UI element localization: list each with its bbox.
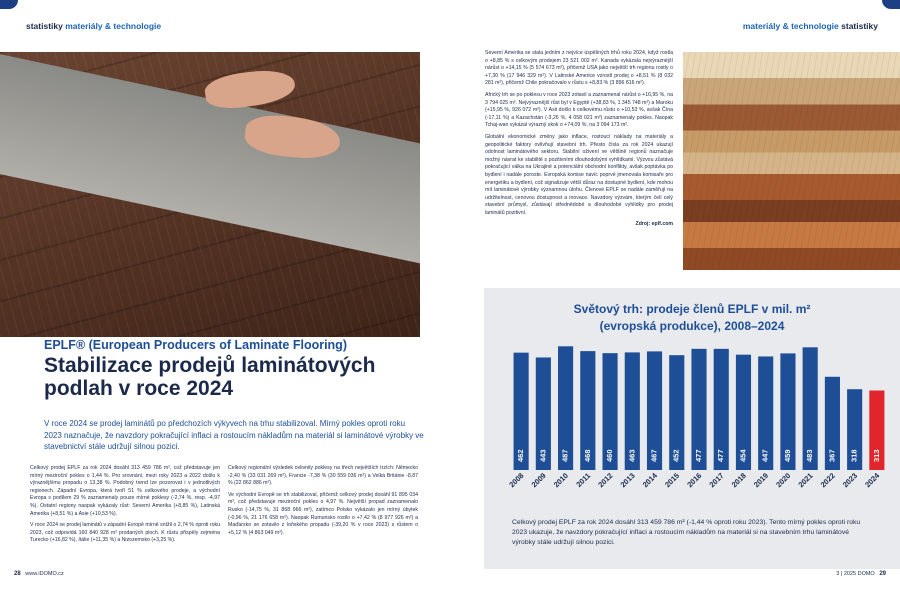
x-tick-label: 2015 (663, 471, 682, 490)
x-tick-label: 2012 (596, 471, 615, 490)
article-lead: V roce 2024 se prodej laminátů po předchozích výkyvech na trhu stabilizoval. Mírný pokles oproti roku 2023 naznačuje, že navzdory pokračující inflaci a rostoucím nákladům na materiál si laminátové výrobky ve stavebnictví stále udržují silnou pozici. (44, 419, 424, 451)
corner-tab-right (882, 0, 900, 9)
section-label: statistiky (841, 21, 878, 31)
paragraph: Africký trh se po poklesu v roce 2023 zotavil a zaznamenal nárůst o +16,95 %, na 3 794 025 m². Nejvýraznější růst byl v Egyptě (+38,83 %, 1 345 748 m²) a Maroku (+15,95 %, 926 072 m²). V Asii došlo k celkovému růstu o +10,53 %, avšak Čína (-17,11 %) a Kazachstán (-3,26 %, 4 058 021 m²) zaznamenaly pokles. Naopak Tchaj-wan vykázal výrazný skok o +74,09 %, na 3 094 173 m². (485, 91, 673, 129)
bar-value-label: 459 (782, 449, 792, 462)
page-number: 28 (14, 571, 21, 577)
hand-shape (203, 66, 297, 112)
article-kicker: EPLF® (European Producers of Laminate Flooring) (44, 338, 347, 352)
bar-value-label: 367 (827, 449, 837, 462)
section-sublabel: materiály & technologie (65, 21, 162, 31)
section-header-left (26, 21, 161, 31)
paragraph: V roce 2024 se prodej laminátů v západní Evropě mírně snížil o 2,74 % oproti roku 2023, což odpovídá 160 840 928 m² prodaných ploch. K růstu přispěly zejména Turecko (+16,82 %), Itálie (+11,35 %) a Nizozemsko (+3,25 %). (30, 522, 220, 544)
x-tick-label: 2018 (729, 471, 748, 490)
footer-url[interactable]: www.iDOMO.cz (25, 571, 64, 577)
bar-value-label: 483 (805, 449, 815, 462)
bar-chart (484, 288, 900, 518)
bar-value-label: 477 (693, 449, 703, 462)
x-tick-label: 2023 (840, 471, 860, 490)
paragraph: Ve východní Evropě se trh stabilizoval, přičemž celkový prodej dosáhl 91 895 034 m², což představuje meziroční pokles o 4,97 %. Největší propad zaznamenalo Rusko (-14,75 %, 31 868 966 m²), zatímco Polsko vykázalo jen mírný úbytek (-0,96 %, 21 176 658 m²). Naopak Rumunsko rostlo o +7,42 % (8 977 926 m²) a Maďarsko se zotavilo z loňského propadu (-39,20 % v roce 2023) s růstem o +5,12 % (4 863 049 m²). (228, 491, 418, 536)
x-tick-label: 2017 (707, 471, 726, 490)
text-column-2 (228, 465, 418, 541)
section-sublabel: materiály & technologie (742, 21, 839, 31)
x-tick-label: 2024 (863, 471, 882, 490)
x-tick-label: 2014 (640, 471, 659, 490)
article-title: Stabilizace prodejů laminátových podlah v roce 2024 (44, 354, 376, 400)
bar-value-label: 313 (871, 449, 881, 462)
x-tick-label: 2020 (774, 471, 793, 490)
source-credit: Zdroj: eplf.com (635, 221, 673, 228)
section-label: statistiky (26, 21, 63, 31)
x-tick-label: 2009 (529, 471, 548, 490)
x-tick-label: 2011 (574, 471, 593, 489)
bar-value-label: 468 (582, 449, 592, 462)
x-tick-label: 2008 (507, 471, 526, 490)
x-tick-label: 2010 (551, 471, 571, 490)
paragraph: Severní Amerika se stala jedním z nejvíce úspěšných trhů roku 2024, když rostla o +8,85 % s celkovým prodejem 23 521 002 m². Kanada vykázala nejvýraznější nárůst o +14,15 % (5 574 673 m²), přičemž USA jako největší trh regionu rostly o +7,30 % (17 946 329 m²). V Latinské Americe vzrostl prodej o +8,51 % (8 032 281 m²), přičemž Chile pokračovalo v růstu s +8,83 % (3 896 816 m²). (485, 50, 673, 87)
laminate-samples-photo (683, 52, 900, 270)
bar-value-label: 477 (716, 449, 726, 462)
chart-title-line2: (evropská produkce), 2008–2024 (599, 319, 785, 333)
chart-caption: Celkový prodej EPLF za rok 2024 dosáhl 313 459 786 m² (-1,44 % oproti roku 2023). Tento mírný pokles oproti roku 2023 ukazuje, že navzdory pokračující inflaci a rostoucím nákladům na materiál si na stavebním trhu laminátové výrobky stále udržují silnou pozici. (512, 519, 861, 546)
bar-value-label: 487 (560, 449, 570, 462)
bar-value-label: 463 (627, 449, 637, 462)
paragraph: Celkový regionální výsledek ovlivnily poklesy na třech největších trzích: Německo -2,40 % (33 031 269 m²), Francie -7,38 % (30 559 036 m²) a Velká Británie -8,87 % (22 862 886 m²). (228, 465, 418, 487)
bar-value-label: 460 (605, 449, 615, 462)
bar-value-label: 318 (849, 449, 859, 462)
x-tick-label: 2021 (796, 471, 815, 490)
text-column-3 (485, 50, 673, 233)
bar-value-label: 443 (538, 449, 548, 462)
section-header-right (743, 21, 878, 31)
paragraph: Globální ekonomické změny jako inflace, rostoucí náklady na materiály a geopolitické faktory ovlivňují stavební trh. Přesto čísla za rok 2024 ukazují odolnost laminátového sektoru. Stabilní oživení ve většině regionů naznačuje možný návrat ke stabilitě s pozitivními dlouhodobými vyhlídkami. Výzvou zůstává pokračující válka na Ukrajině a potenciální obchodní konflikty, avšak poptávka po bydlení i nadále poroste. Evropská komise navíc poprvé jmenovala komisaře pro energetiku a bydlení, což signalizuje větší důraz na dostupné bydlení, kde mohou mít laminátové výrobky významnou úlohu. Členové EPLF se nadále zaměřují na udržitelnost, cenovou dostupnost a inovace. Navzdory výzvám, kterým čelí celý stavební průmysl, zůstávají střednědobé a dlouhodobé vyhlídky pro prodej laminátů pozitivní. (485, 133, 673, 216)
x-tick-label: 2013 (618, 471, 637, 490)
bar-value-label: 452 (671, 449, 681, 462)
footer-left (14, 571, 64, 577)
x-tick-label: 2016 (685, 471, 704, 490)
bar-value-label: 462 (516, 449, 526, 462)
sales-chart-panel (484, 288, 900, 569)
x-tick-label: 2019 (751, 471, 771, 490)
bar-value-label: 447 (760, 449, 770, 462)
bar-value-label: 454 (738, 449, 748, 462)
paragraph: Celkový prodej EPLF za rok 2024 dosáhl 313 459 786 m², což představuje jen mírný meziroční pokles o 1,44 %. Pro srovnání, mezi roky 2023 a 2022 došlo k výraznějšímu propadu o 13,38 %. Podobný trend lze pozorovat i v jednotlivých regionech. Západní Evropa, která tvoří 51 % celkového prodeje, a východní Evropa s podílem 29 % zaznamenaly pouze mírné poklesy (-2,74 %, resp. -4,97 %). Ostatní regiony naopak vykázaly růst: Severní Amerika (+8,85 %), Latinská Amerika (+8,51 %) a Asie (+10,53 %). (30, 465, 220, 517)
issue-label: 3 | 2025 DOMO (836, 571, 875, 577)
x-tick-label: 2022 (818, 471, 837, 490)
page-number: 29 (879, 571, 886, 577)
bar-value-label: 467 (649, 449, 659, 462)
laminate-installation-photo (0, 52, 420, 337)
footer-right (836, 571, 886, 577)
text-column-1 (30, 465, 220, 549)
chart-title: Světový trh: prodeje členů EPLF v mil. m² (573, 302, 811, 316)
corner-tab-left (0, 0, 18, 9)
